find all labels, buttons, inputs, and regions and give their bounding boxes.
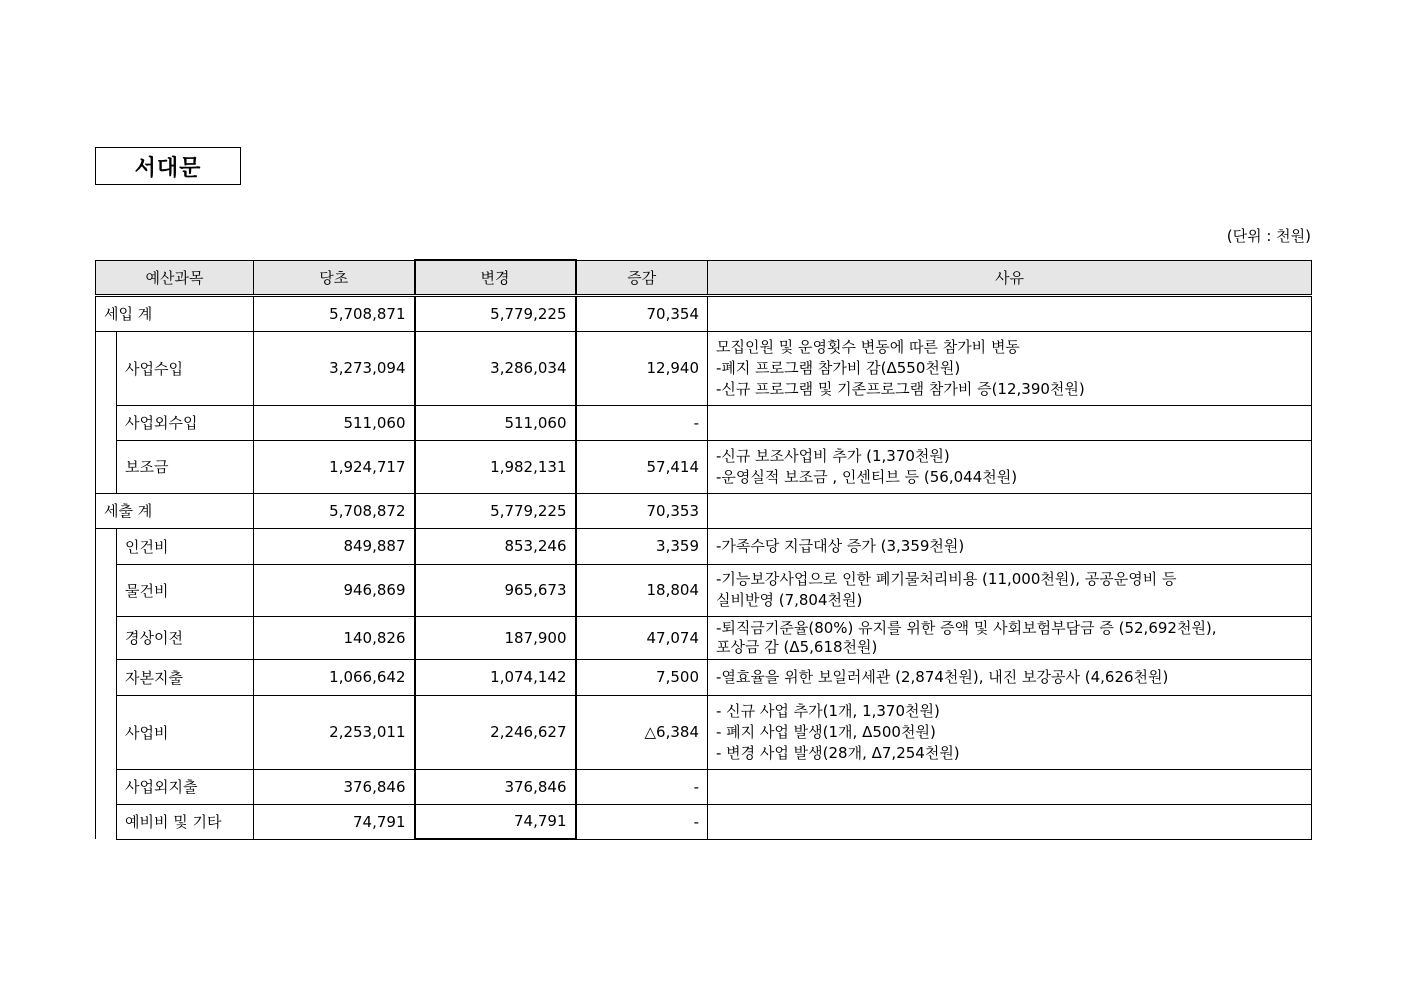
row-reason [708,440,1312,493]
table-row [96,405,1312,440]
table-row [96,769,1312,804]
header-changed: 변경 [415,260,576,295]
table-row [96,695,1312,769]
reason-line: - 신규 사업 추가(1개, 1,370천원) [716,701,940,720]
reason-line: 포상금 감 (Δ5,618천원) [716,637,878,656]
row-original: 74,791 [254,804,415,839]
row-changed: 853,246 [415,528,576,564]
row-diff: - [576,769,708,804]
reason-line: -신규 프로그램 및 기존프로그램 참가비 증(12,390천원) [716,379,1085,398]
row-changed: 965,673 [415,564,576,616]
table-row [96,616,1312,659]
page-title [95,147,241,185]
row-changed: 2,246,627 [415,695,576,769]
row-changed: 3,286,034 [415,331,576,405]
row-diff: 3,359 [576,528,708,564]
row-subject: 사업외지출 [117,769,254,804]
header-reason: 사유 [708,260,1312,295]
row-reason [708,331,1312,405]
row-reason [708,695,1312,769]
reason-line: -퇴직금기준율(80%) 유지를 위한 증액 및 사회보험부담금 증 (52,692천원), [716,618,1217,637]
header-diff: 증감 [576,260,708,295]
row-subject: 사업외수입 [117,405,254,440]
row-reason [708,493,1312,528]
table-header-row [96,260,1312,295]
table-row [96,331,1312,405]
row-reason [708,405,1312,440]
row-diff: - [576,804,708,839]
reason-line: -가족수당 지급대상 증가 (3,359천원) [716,536,965,555]
reason-line: - 변경 사업 발생(28개, Δ7,254천원) [716,743,960,762]
table-row [96,528,1312,564]
table-row [96,295,1312,331]
reason-line: -운영실적 보조금 , 인센티브 등 (56,044천원) [716,467,1018,486]
table-row [96,659,1312,695]
row-changed: 511,060 [415,405,576,440]
row-changed: 5,779,225 [415,295,576,331]
row-diff: 18,804 [576,564,708,616]
table-row [96,804,1312,839]
row-subject: 경상이전 [117,616,254,659]
row-diff: 7,500 [576,659,708,695]
reason-line: 모집인원 및 운영횟수 변동에 따른 참가비 변동 [716,337,1020,356]
row-original: 1,066,642 [254,659,415,695]
row-reason [708,659,1312,695]
row-subject: 보조금 [117,440,254,493]
table-row [96,493,1312,528]
reason-line: -열효율을 위한 보일러세관 (2,874천원), 내진 보강공사 (4,626천원) [716,667,1169,686]
row-subject: 사업비 [117,695,254,769]
row-subject: 물건비 [117,564,254,616]
header-subject: 예산과목 [96,260,254,295]
row-original: 511,060 [254,405,415,440]
row-original: 946,869 [254,564,415,616]
row-diff: 57,414 [576,440,708,493]
row-subject: 자본지출 [117,659,254,695]
indent-spacer [96,528,117,839]
row-subject: 예비비 및 기타 [117,804,254,839]
row-reason [708,295,1312,331]
row-reason [708,769,1312,804]
row-subject: 인건비 [117,528,254,564]
reason-line: -폐지 프로그램 참가비 감(Δ550천원) [716,358,961,377]
page-title-text: 서대문 [134,155,202,181]
reason-line: 실비반영 (7,804천원) [716,591,863,609]
row-diff: 47,074 [576,616,708,659]
row-changed: 187,900 [415,616,576,659]
reason-line: -기능보강사업으로 인한 폐기물처리비용 (11,000천원), 공공운영비 등 [716,570,1177,588]
table-row [96,440,1312,493]
indent-spacer [96,331,117,493]
row-changed: 74,791 [415,804,576,839]
row-diff: 70,353 [576,493,708,528]
reason-line: -신규 보조사업비 추가 (1,370천원) [716,446,950,465]
row-original: 5,708,872 [254,493,415,528]
row-original: 5,708,871 [254,295,415,331]
reason-line: - 폐지 사업 발생(1개, Δ500천원) [716,722,936,741]
row-reason [708,804,1312,839]
unit-label: (단위 : 천원) [1226,227,1311,245]
row-original: 3,273,094 [254,331,415,405]
row-reason [708,564,1312,616]
row-subject: 세출 계 [96,493,254,528]
row-diff: △6,384 [576,695,708,769]
row-diff: - [576,405,708,440]
row-subject: 사업수입 [117,331,254,405]
row-original: 849,887 [254,528,415,564]
row-original: 1,924,717 [254,440,415,493]
row-diff: 12,940 [576,331,708,405]
row-reason [708,528,1312,564]
row-changed: 376,846 [415,769,576,804]
row-changed: 1,074,142 [415,659,576,695]
row-changed: 5,779,225 [415,493,576,528]
row-original: 376,846 [254,769,415,804]
row-diff: 70,354 [576,295,708,331]
row-original: 2,253,011 [254,695,415,769]
row-changed: 1,982,131 [415,440,576,493]
header-original: 당초 [254,260,415,295]
row-subject: 세입 계 [96,295,254,331]
row-original: 140,826 [254,616,415,659]
row-reason [708,616,1312,659]
table-row [96,564,1312,616]
budget-table [95,259,1312,840]
